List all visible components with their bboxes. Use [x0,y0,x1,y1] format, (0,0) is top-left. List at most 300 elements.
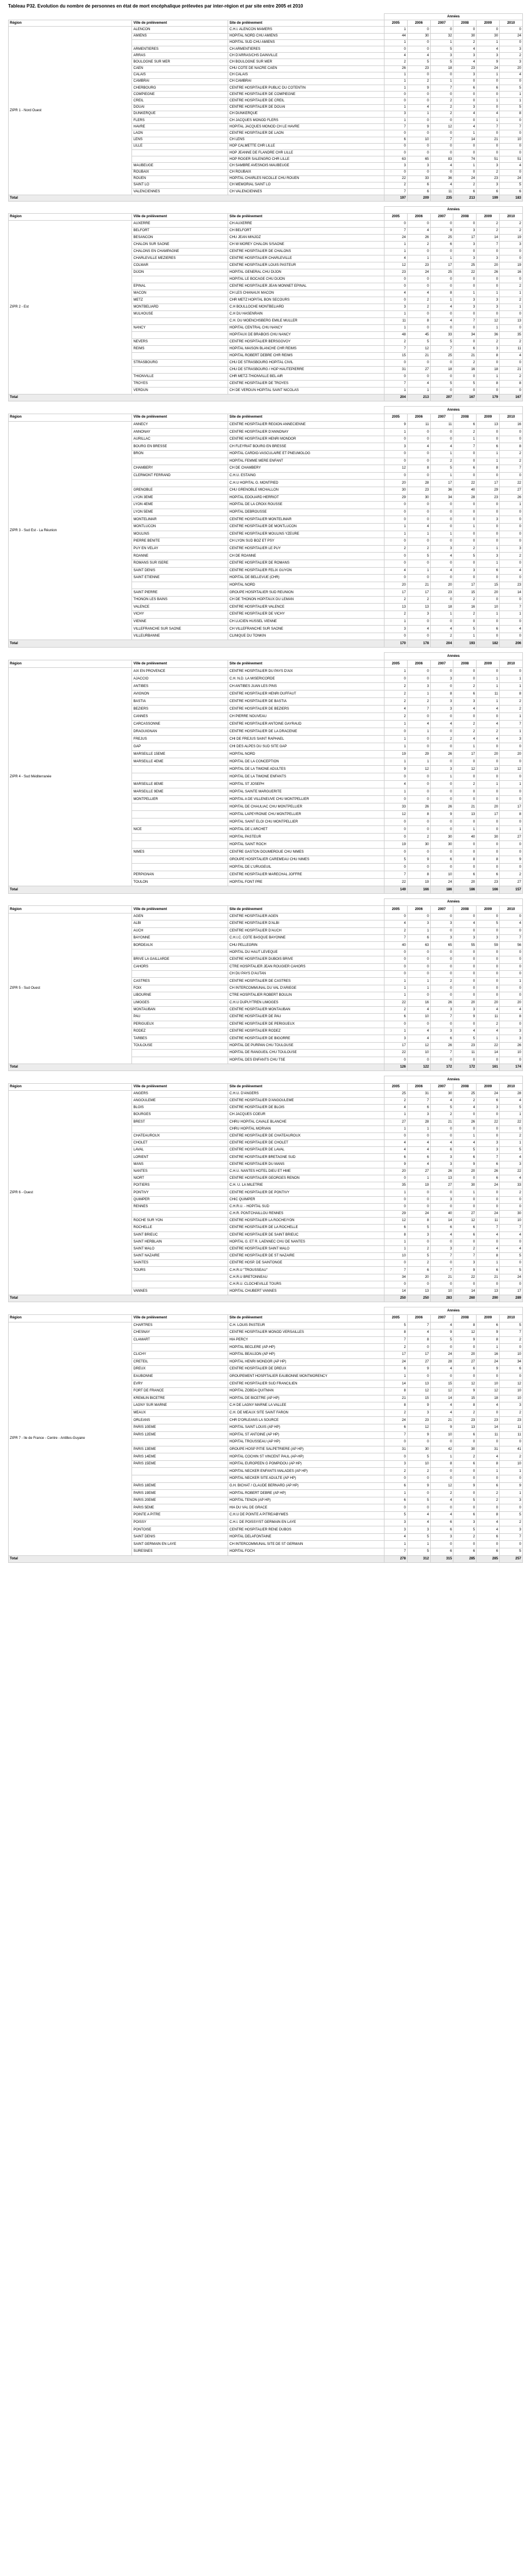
value-cell: 0 [477,436,500,443]
value-cell: 0 [407,360,430,367]
site-cell: CENTRE HOSPITALIER DE COMPIEGNE [228,92,384,98]
value-cell: 0 [477,758,500,766]
year-column-header: 2007 [430,906,453,913]
value-cell: 1 [500,683,523,690]
value-cell: 1 [430,39,453,46]
ville-cell: MAUBEUGE [132,163,228,169]
ville-cell [132,970,228,977]
site-cell: CHU COTE DE NACRE CAEN [228,65,384,72]
value-cell: 25 [453,1090,477,1097]
value-cell: 0 [477,970,500,977]
value-cell: 2 [384,1409,408,1417]
value-cell: 4 [430,1140,453,1147]
column-header-row [9,1083,523,1090]
value-cell: 0 [453,143,477,149]
value-cell: 16 [453,604,477,611]
value-cell: 0 [453,1021,477,1028]
value-cell: 4 [430,1497,453,1504]
site-cell: CHRU HOPITAL MORVAN [228,1126,384,1132]
value-cell: 8 [430,690,453,698]
value-cell: 8 [477,465,500,473]
value-cell: 0 [430,283,453,290]
value-cell: 1 [453,290,477,297]
value-cell: 1 [430,1453,453,1461]
value-cell: 0 [477,992,500,999]
value-cell: 2 [384,1344,408,1351]
total-value-cell: 250 [384,1295,408,1302]
site-cell: HOP CALMETTE CHR LILLE [228,143,384,149]
value-cell: 5 [407,553,430,560]
value-cell: 0 [500,276,523,283]
value-cell: 3 [453,255,477,262]
value-cell: 3 [430,53,453,59]
site-cell: HOPITAL JACQUES MONOD CH LE HAVRE [228,124,384,130]
value-cell: 0 [430,618,453,626]
value-cell: 17 [407,1351,430,1358]
value-cell: 33 [500,1182,523,1189]
value-cell: 4 [500,353,523,360]
value-cell: 3 [477,53,500,59]
value-cell: 0 [430,1475,453,1483]
ville-cell: MARSEILLE 9EME [132,788,228,796]
ville-cell: BEZIERS [132,706,228,713]
value-cell: 1 [477,781,500,788]
site-cell: CENTRE HOSPITALIER DE BIGORRE [228,1035,384,1042]
value-cell: 0 [384,553,408,560]
value-cell: 23 [453,65,477,72]
value-cell: 10 [500,1050,523,1057]
site-cell: C.H.R.U BRETONNEAU [228,1274,384,1281]
site-cell: CHU DE STRASBOURG / HOP HAUTEPIERRE [228,367,384,374]
value-cell: 24 [500,33,523,39]
value-cell: 10 [500,1218,523,1225]
value-cell: 3 [384,163,408,169]
value-cell: 0 [407,1203,430,1210]
value-cell: 4 [430,553,453,560]
value-cell: 0 [430,92,453,98]
site-cell: CENTRE HOSPITALIER DE LAON [228,130,384,137]
total-value-cell: 199 [477,195,500,202]
value-cell: 10 [500,1395,523,1402]
value-cell: 7 [384,1267,408,1274]
ville-cell: MARSEILLE 8EME [132,781,228,788]
value-cell: 8 [407,1336,430,1344]
value-cell: 2 [384,927,408,934]
value-cell: 0 [500,1203,523,1210]
value-cell: 0 [384,834,408,841]
value-cell: 0 [430,1281,453,1288]
table-row [9,1090,523,1097]
value-cell: 9 [477,1329,500,1337]
ville-cell: ANNECY [132,421,228,429]
ville-cell: LAGNY SUR MARNE [132,1402,228,1410]
value-cell: 6 [453,421,477,429]
ville-cell: BASTIA [132,698,228,706]
value-cell: 2 [384,1468,408,1475]
total-value-cell: 172 [430,1064,453,1071]
total-label: Total [9,640,384,648]
value-cell: 9 [477,59,500,65]
ville-cell [132,1126,228,1132]
ville-cell: CHESNAY [132,1329,228,1337]
value-cell: 1 [453,633,477,640]
region-name-cell: ZIPR 6 - Ouest [9,1090,132,1295]
value-cell: 0 [453,149,477,156]
value-cell: 0 [500,255,523,262]
value-cell: 1 [384,721,408,728]
value-cell: 19 [500,235,523,242]
value-cell: 4 [477,111,500,117]
value-cell: 2 [407,698,430,706]
site-cell: HOPITAL DE L'URUGEUIL [228,864,384,871]
value-cell: 7 [500,1329,523,1337]
value-cell: 2 [453,360,477,367]
value-cell: 0 [407,451,430,458]
site-cell: GROUPEMENT HOSPITALIER EAUBONNE MONTMORENCY [228,1373,384,1380]
value-cell: 0 [453,1057,477,1064]
site-cell: CH LES CHANAUX MACON [228,290,384,297]
value-cell: 12 [430,1387,453,1395]
ville-cell: BRIVE LA GAILLARDE [132,956,228,963]
value-cell: 11 [477,1014,500,1021]
ville-cell: BRON [132,451,228,458]
region-table [8,652,523,894]
value-cell: 0 [477,826,500,834]
value-cell: 26 [384,65,408,72]
value-cell: 0 [477,1504,500,1512]
value-cell: 0 [500,596,523,604]
value-cell: 55 [453,942,477,949]
value-cell: 0 [477,978,500,985]
ville-cell: QUIMPER [132,1196,228,1203]
value-cell: 0 [453,963,477,970]
value-cell: 14 [453,137,477,143]
value-cell: 30 [407,1446,430,1453]
value-cell: 0 [500,311,523,318]
value-cell: 0 [384,849,408,856]
value-cell: 0 [453,388,477,394]
value-cell: 0 [500,27,523,33]
value-cell: 3 [453,228,477,235]
value-cell: 0 [430,1541,453,1548]
value-cell: 16 [407,999,430,1006]
value-cell: 2 [500,1189,523,1196]
value-cell: 23 [407,262,430,269]
value-cell: 3 [384,626,408,633]
value-cell: 1 [477,39,500,46]
value-cell: 1 [477,451,500,458]
value-cell: 0 [500,249,523,255]
ville-cell [132,766,228,773]
value-cell: 0 [407,1238,430,1245]
value-cell: 4 [477,721,500,728]
value-cell: 22 [453,269,477,276]
site-cell: CH ARMENTIERES [228,46,384,52]
ville-cell: CALAIS [132,72,228,78]
year-column-header: 2009 [477,1083,500,1090]
value-cell: 0 [384,1057,408,1064]
value-cell: 2 [453,429,477,436]
ville-cell: VICHY [132,611,228,619]
site-cell: C.H.R.U. - HOPITAL SUD [228,1203,384,1210]
value-cell: 0 [453,675,477,683]
value-cell: 26 [430,1042,453,1049]
value-cell: 0 [430,864,453,871]
ville-cell: VERDUN [132,388,228,394]
value-cell: 0 [430,560,453,567]
value-cell: 4 [453,124,477,130]
value-cell: 2 [500,297,523,304]
region-column-header: Région [9,1315,132,1322]
site-cell: CH DE THONON HOPITAUX DU LEMAN [228,596,384,604]
value-cell: 1 [407,388,430,394]
site-cell: CENTRE HOSPITALIER DE PONTIVY [228,1189,384,1196]
value-cell: 1 [384,992,408,999]
value-cell: 0 [407,970,430,977]
value-cell: 0 [407,276,430,283]
value-cell: 9 [407,856,430,864]
ville-cell: ROMANS SUR ISERE [132,560,228,567]
value-cell: 3 [430,1028,453,1035]
value-cell: 0 [500,633,523,640]
value-cell: 27 [500,879,523,886]
value-cell: 7 [384,189,408,195]
value-cell: 9 [453,1387,477,1395]
value-cell: 3 [453,53,477,59]
year-column-header: 2010 [500,214,523,221]
value-cell: 1 [407,927,430,934]
site-cell: CH VILLEFRANCHE SUR SAONE [228,626,384,633]
value-cell: 12 [430,124,453,130]
site-cell: C.H.I. ALENCON MAMERS [228,27,384,33]
value-cell: 1 [500,1468,523,1475]
value-cell: 1 [384,1541,408,1548]
value-cell: 6 [453,1431,477,1439]
value-cell: 5 [430,339,453,346]
value-cell: 0 [500,388,523,394]
value-cell: 0 [407,633,430,640]
value-cell: 3 [477,182,500,188]
value-cell: 5 [500,1267,523,1274]
ville-cell: LAVAL [132,1147,228,1154]
value-cell: 1 [453,1189,477,1196]
value-cell: 5 [407,1453,430,1461]
value-cell: 0 [453,1196,477,1203]
value-cell: 17 [500,803,523,811]
value-cell: 22 [500,1168,523,1175]
value-cell: 5 [430,46,453,52]
value-cell: 0 [430,1468,453,1475]
ville-cell: TROYES [132,381,228,388]
value-cell: 2 [430,633,453,640]
value-cell: 16 [477,1351,500,1358]
value-cell: 2 [500,698,523,706]
region-column-header: Région [9,1083,132,1090]
value-cell: 51 [500,156,523,163]
site-cell: CH PIERRE NOUVEAU [228,713,384,721]
site-cell: HOPITAL FOCH [228,1548,384,1556]
value-cell: 14 [384,1380,408,1388]
site-cell: HOPITAL DE L'ARCHET [228,826,384,834]
value-cell: 2 [430,98,453,104]
value-cell: 0 [430,118,453,124]
value-cell: 6 [453,85,477,92]
value-cell: 0 [500,143,523,149]
value-cell: 0 [477,1126,500,1132]
value-cell: 4 [430,443,453,451]
value-cell: 14 [477,1050,500,1057]
value-cell: 30 [430,1090,453,1097]
value-cell: 0 [500,963,523,970]
value-cell: 12 [384,811,408,819]
value-cell: 1 [477,1260,500,1267]
ville-cell [132,318,228,325]
value-cell: 0 [500,1057,523,1064]
value-cell: 0 [384,970,408,977]
value-cell: 3 [430,675,453,683]
year-column-header: 2008 [453,214,477,221]
value-cell: 7 [453,1253,477,1260]
total-label: Total [9,394,384,401]
ville-cell: SAINT PIERRE [132,589,228,597]
value-cell: 4 [384,1147,408,1154]
value-cell: 0 [430,949,453,956]
value-cell: 3 [407,611,430,619]
value-cell: 0 [384,169,408,176]
value-cell: 2 [500,451,523,458]
value-cell: 20 [453,999,477,1006]
site-cell: HIA DU VAL DE GRACE [228,1504,384,1512]
value-cell: 4 [500,1097,523,1104]
ville-cell: CHARLEVILLE MEZIERES [132,255,228,262]
region-table [8,1076,523,1302]
value-cell: 14 [477,235,500,242]
value-cell: 6 [453,346,477,353]
total-label: Total [9,886,384,894]
value-cell: 4 [500,1006,523,1013]
value-cell: 0 [477,1112,500,1119]
value-cell: 1 [384,1189,408,1196]
value-cell: 0 [384,436,408,443]
value-cell: 2 [477,728,500,736]
ville-column-header: Ville de prélèvement [132,1315,228,1322]
value-cell: 6 [384,1225,408,1232]
value-cell: 7 [477,1225,500,1232]
ville-cell: CRETEIL [132,1358,228,1366]
value-cell: 21 [477,1274,500,1281]
value-cell: 83 [430,156,453,163]
site-cell: CH DU PAYS D'AUTAN [228,970,384,977]
total-row [9,640,523,648]
value-cell: 0 [384,956,408,963]
value-cell: 2 [453,1245,477,1252]
site-column-header: Site de prélèvement [228,1083,384,1090]
ville-cell: CAHORS [132,963,228,970]
value-cell: 0 [500,523,523,531]
value-cell: 17 [407,589,430,597]
value-cell: 6 [430,1519,453,1526]
value-cell: 0 [500,560,523,567]
ville-cell [132,1057,228,1064]
value-cell: 4 [384,1105,408,1112]
value-cell: 0 [430,683,453,690]
value-cell: 4 [500,1154,523,1161]
value-cell: 0 [430,276,453,283]
value-cell: 29 [384,1210,408,1217]
value-cell: 0 [407,143,430,149]
value-cell: 6 [477,626,500,633]
value-cell: 0 [384,633,408,640]
value-cell: 1 [477,290,500,297]
value-cell: 4 [477,1232,500,1238]
year-column-header: 2009 [477,660,500,668]
value-cell: 7 [500,721,523,728]
value-cell: 24 [384,235,408,242]
region-table [8,406,523,648]
value-cell: 6 [500,189,523,195]
value-cell: 0 [384,297,408,304]
value-cell: 4 [407,1006,430,1013]
value-cell: 63 [384,156,408,163]
value-cell: 34 [500,1358,523,1366]
value-cell: 0 [453,118,477,124]
value-cell: 35 [384,1182,408,1189]
value-cell: 26 [477,1168,500,1175]
value-cell: 17 [453,235,477,242]
ville-cell: CARCASSONNE [132,721,228,728]
column-header-row [9,906,523,913]
value-cell: 0 [430,27,453,33]
year-column-header: 2007 [430,414,453,422]
value-cell: 11 [477,690,500,698]
ville-cell [132,1344,228,1351]
value-cell: 9 [500,1482,523,1490]
value-cell: 0 [430,169,453,176]
ville-cell: SAINTES [132,1260,228,1267]
value-cell: 0 [384,46,408,52]
ville-cell [132,1274,228,1281]
total-value-cell: 193 [453,640,477,648]
value-cell: 0 [407,1189,430,1196]
ville-cell: PERPIGNAN [132,871,228,879]
value-cell: 3 [384,1519,408,1526]
value-cell: 10 [430,1431,453,1439]
site-cell: CH DUNKERQUE [228,111,384,117]
value-cell: 26 [477,269,500,276]
value-cell: 1 [453,826,477,834]
site-cell: HOPITAL ZOBDA QUITMAN [228,1387,384,1395]
total-row [9,1295,523,1302]
value-cell: 0 [384,1504,408,1512]
value-cell: 0 [453,668,477,675]
value-cell: 0 [384,92,408,98]
value-cell: 9 [384,421,408,429]
value-cell: 3 [500,1028,523,1035]
site-cell: HOPITAL DE LA CONCEPTION [228,758,384,766]
value-cell: 8 [453,1402,477,1410]
ville-cell: ROCHE SUR YON [132,1218,228,1225]
value-cell: 12 [477,318,500,325]
site-cell: CENTRE HOSPITALIER DE ST NAZAIRE [228,1253,384,1260]
value-cell: 2 [384,698,408,706]
value-cell: 3 [430,766,453,773]
value-cell: 1 [430,472,453,480]
total-row [9,1555,523,1563]
value-cell: 0 [407,1281,430,1288]
value-cell: 7 [430,1267,453,1274]
ville-cell: CREIL [132,98,228,104]
value-cell: 0 [500,509,523,516]
